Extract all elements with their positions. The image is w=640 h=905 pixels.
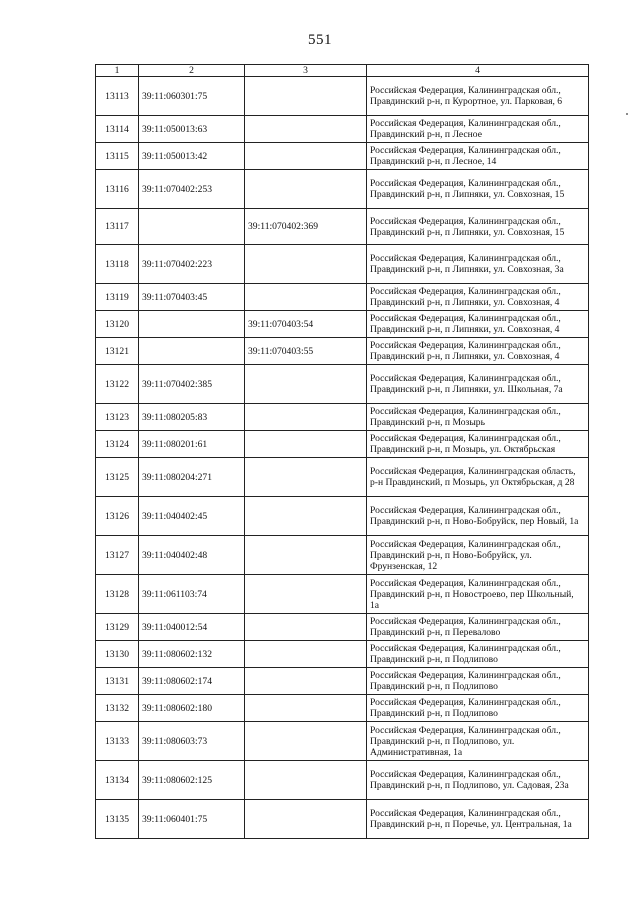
cadastral-number-col3 (245, 431, 367, 458)
cadastral-number-col3 (245, 668, 367, 695)
cadastral-number-col3 (245, 536, 367, 575)
cadastral-number-col2: 39:11:070402:385 (139, 365, 245, 404)
cadastral-number-col3 (245, 575, 367, 614)
row-number: 13134 (96, 761, 139, 800)
table-row (96, 695, 589, 722)
row-number: 13116 (96, 170, 139, 209)
table-row (96, 77, 589, 116)
cadastral-number-col3 (245, 365, 367, 404)
cadastral-number-col3: 39:11:070402:369 (245, 209, 367, 245)
address: Российская Федерация, Калининградская обл., Правдинский р-н, п Подлипово (367, 668, 589, 695)
cadastral-number-col2: 39:11:080201:61 (139, 431, 245, 458)
table-row (96, 116, 589, 143)
table-row (96, 761, 589, 800)
row-number: 13115 (96, 143, 139, 170)
table-row (96, 245, 589, 284)
address: Российская Федерация, Калининградская обл., Правдинский р-н, п Новостроево, пер Школьный, 1а (367, 575, 589, 614)
cadastral-number-col2: 39:11:060301:75 (139, 77, 245, 116)
cadastral-number-col3 (245, 77, 367, 116)
cadastral-number-col2: 39:11:080602:132 (139, 641, 245, 668)
column-header-1: 1 (96, 65, 139, 77)
column-header-3: 3 (245, 65, 367, 77)
table-row (96, 143, 589, 170)
row-number: 13126 (96, 497, 139, 536)
cadastral-number-col2: 39:11:080602:125 (139, 761, 245, 800)
address: Российская Федерация, Калининградская обл., Правдинский р-н, п Поречье, ул. Центральная, 1а (367, 800, 589, 839)
table-row (96, 284, 589, 311)
table-row (96, 575, 589, 614)
row-number: 13117 (96, 209, 139, 245)
address: Российская Федерация, Калининградская обл., Правдинский р-н, п Подлипово (367, 641, 589, 668)
cadastral-number-col2: 39:11:080204:271 (139, 458, 245, 497)
address: Российская Федерация, Калининградская обл., Правдинский р-н, п Мозырь, ул. Октябрьская (367, 431, 589, 458)
row-number: 13135 (96, 800, 139, 839)
address: Российская Федерация, Калининградская обл., Правдинский р-н, п Курортное, ул. Парковая, 6 (367, 77, 589, 116)
row-number: 13123 (96, 404, 139, 431)
table-row (96, 458, 589, 497)
row-number: 13131 (96, 668, 139, 695)
table-row (96, 641, 589, 668)
cadastral-number-col3 (245, 497, 367, 536)
table-row (96, 722, 589, 761)
row-number: 13132 (96, 695, 139, 722)
cadastral-number-col2: 39:11:050013:42 (139, 143, 245, 170)
table-row (96, 170, 589, 209)
cadastral-number-col2: 39:11:040402:45 (139, 497, 245, 536)
cadastral-number-col2: 39:11:050013:63 (139, 116, 245, 143)
cadastral-number-col2 (139, 311, 245, 338)
address: Российская Федерация, Калининградская обл., Правдинский р-н, п Мозырь (367, 404, 589, 431)
row-number: 13129 (96, 614, 139, 641)
cadastral-number-col3 (245, 116, 367, 143)
table-row (96, 338, 589, 365)
cadastral-number-col2 (139, 338, 245, 365)
address: Российская Федерация, Калининградская обл., Правдинский р-н, п Липняки, ул. Школьная, 7а (367, 365, 589, 404)
row-number: 13124 (96, 431, 139, 458)
address: Российская Федерация, Калининградская обл., Правдинский р-н, п Лесное (367, 116, 589, 143)
header-row (96, 65, 589, 77)
cadastral-number-col2: 39:11:070403:45 (139, 284, 245, 311)
address: Российская Федерация, Калининградская обл., Правдинский р-н, п Подлипово (367, 695, 589, 722)
cadastral-number-col2: 39:11:070402:223 (139, 245, 245, 284)
cadastral-number-col2: 39:11:080205:83 (139, 404, 245, 431)
cadastral-number-col3: 39:11:070403:54 (245, 311, 367, 338)
cadastral-number-col2: 39:11:040012:54 (139, 614, 245, 641)
row-number: 13114 (96, 116, 139, 143)
row-number: 13121 (96, 338, 139, 365)
table-row (96, 311, 589, 338)
page-number: 551 (308, 32, 332, 48)
row-number: 13127 (96, 536, 139, 575)
cadastral-number-col2: 39:11:070402:253 (139, 170, 245, 209)
table-row (96, 614, 589, 641)
cadastral-number-col2: 39:11:080603:73 (139, 722, 245, 761)
address: Российская Федерация, Калининградская обл., Правдинский р-н, п Ново-Бобруйск, пер Новый, 1а (367, 497, 589, 536)
cadastral-number-col2: 39:11:061103:74 (139, 575, 245, 614)
cadastral-number-col3 (245, 800, 367, 839)
cadastral-number-col2: 39:11:080602:174 (139, 668, 245, 695)
address: Российская Федерация, Калининградская обл., Правдинский р-н, п Липняки, ул. Совхозная, 4 (367, 284, 589, 311)
address: Российская Федерация, Калининградская обл., Правдинский р-н, п Липняки, ул. Совхозная, 4 (367, 311, 589, 338)
column-header-4: 4 (367, 65, 589, 77)
cadastral-number-col2: 39:11:060401:75 (139, 800, 245, 839)
table-body (96, 77, 589, 839)
table-row (96, 536, 589, 575)
column-header-2: 2 (139, 65, 245, 77)
cadastral-number-col3 (245, 245, 367, 284)
scan-speck (626, 113, 628, 115)
address: Российская Федерация, Калининградская обл., Правдинский р-н, п Липняки, ул. Совхозная, 4 (367, 338, 589, 365)
cadastral-number-col2 (139, 209, 245, 245)
cadastral-number-col3 (245, 458, 367, 497)
address: Российская Федерация, Калининградская обл., Правдинский р-н, п Подлипово, ул. Административная, 1а (367, 722, 589, 761)
address: Российская Федерация, Калининградская обл., Правдинский р-н, п Липняки, ул. Совхозная, 15 (367, 209, 589, 245)
row-number: 13128 (96, 575, 139, 614)
row-number: 13119 (96, 284, 139, 311)
table-row (96, 497, 589, 536)
table-row (96, 431, 589, 458)
cadastral-number-col3 (245, 614, 367, 641)
row-number: 13130 (96, 641, 139, 668)
row-number: 13133 (96, 722, 139, 761)
cadastral-number-col3 (245, 170, 367, 209)
table-row (96, 209, 589, 245)
cadastral-number-col3 (245, 695, 367, 722)
cadastral-number-col3 (245, 284, 367, 311)
address: Российская Федерация, Калининградская обл., Правдинский р-н, п Перевалово (367, 614, 589, 641)
row-number: 13113 (96, 77, 139, 116)
table-row (96, 800, 589, 839)
address: Российская Федерация, Калининградская область, р-н Правдинский, п Мозырь, ул Октябрьская, д 28 (367, 458, 589, 497)
address: Российская Федерация, Калининградская обл., Правдинский р-н, п Ново-Бобруйск, ул. Фрунзенская, 12 (367, 536, 589, 575)
table-row (96, 365, 589, 404)
cadastral-number-col2: 39:11:080602:180 (139, 695, 245, 722)
cadastral-number-col3: 39:11:070403:55 (245, 338, 367, 365)
address: Российская Федерация, Калининградская обл., Правдинский р-н, п Лесное, 14 (367, 143, 589, 170)
cadastral-number-col3 (245, 143, 367, 170)
cadastral-number-col3 (245, 722, 367, 761)
cadastral-number-col3 (245, 761, 367, 800)
table-row (96, 404, 589, 431)
row-number: 13118 (96, 245, 139, 284)
row-number: 13122 (96, 365, 139, 404)
property-table (95, 64, 589, 839)
cadastral-number-col3 (245, 404, 367, 431)
row-number: 13120 (96, 311, 139, 338)
address: Российская Федерация, Калининградская обл., Правдинский р-н, п Подлипово, ул. Садовая, 23а (367, 761, 589, 800)
cadastral-number-col2: 39:11:040402:48 (139, 536, 245, 575)
row-number: 13125 (96, 458, 139, 497)
address: Российская Федерация, Калининградская обл., Правдинский р-н, п Липняки, ул. Совхозная, 15 (367, 170, 589, 209)
address: Российская Федерация, Калининградская обл., Правдинский р-н, п Липняки, ул. Совхозная, 3а (367, 245, 589, 284)
table-row (96, 668, 589, 695)
cadastral-number-col3 (245, 641, 367, 668)
